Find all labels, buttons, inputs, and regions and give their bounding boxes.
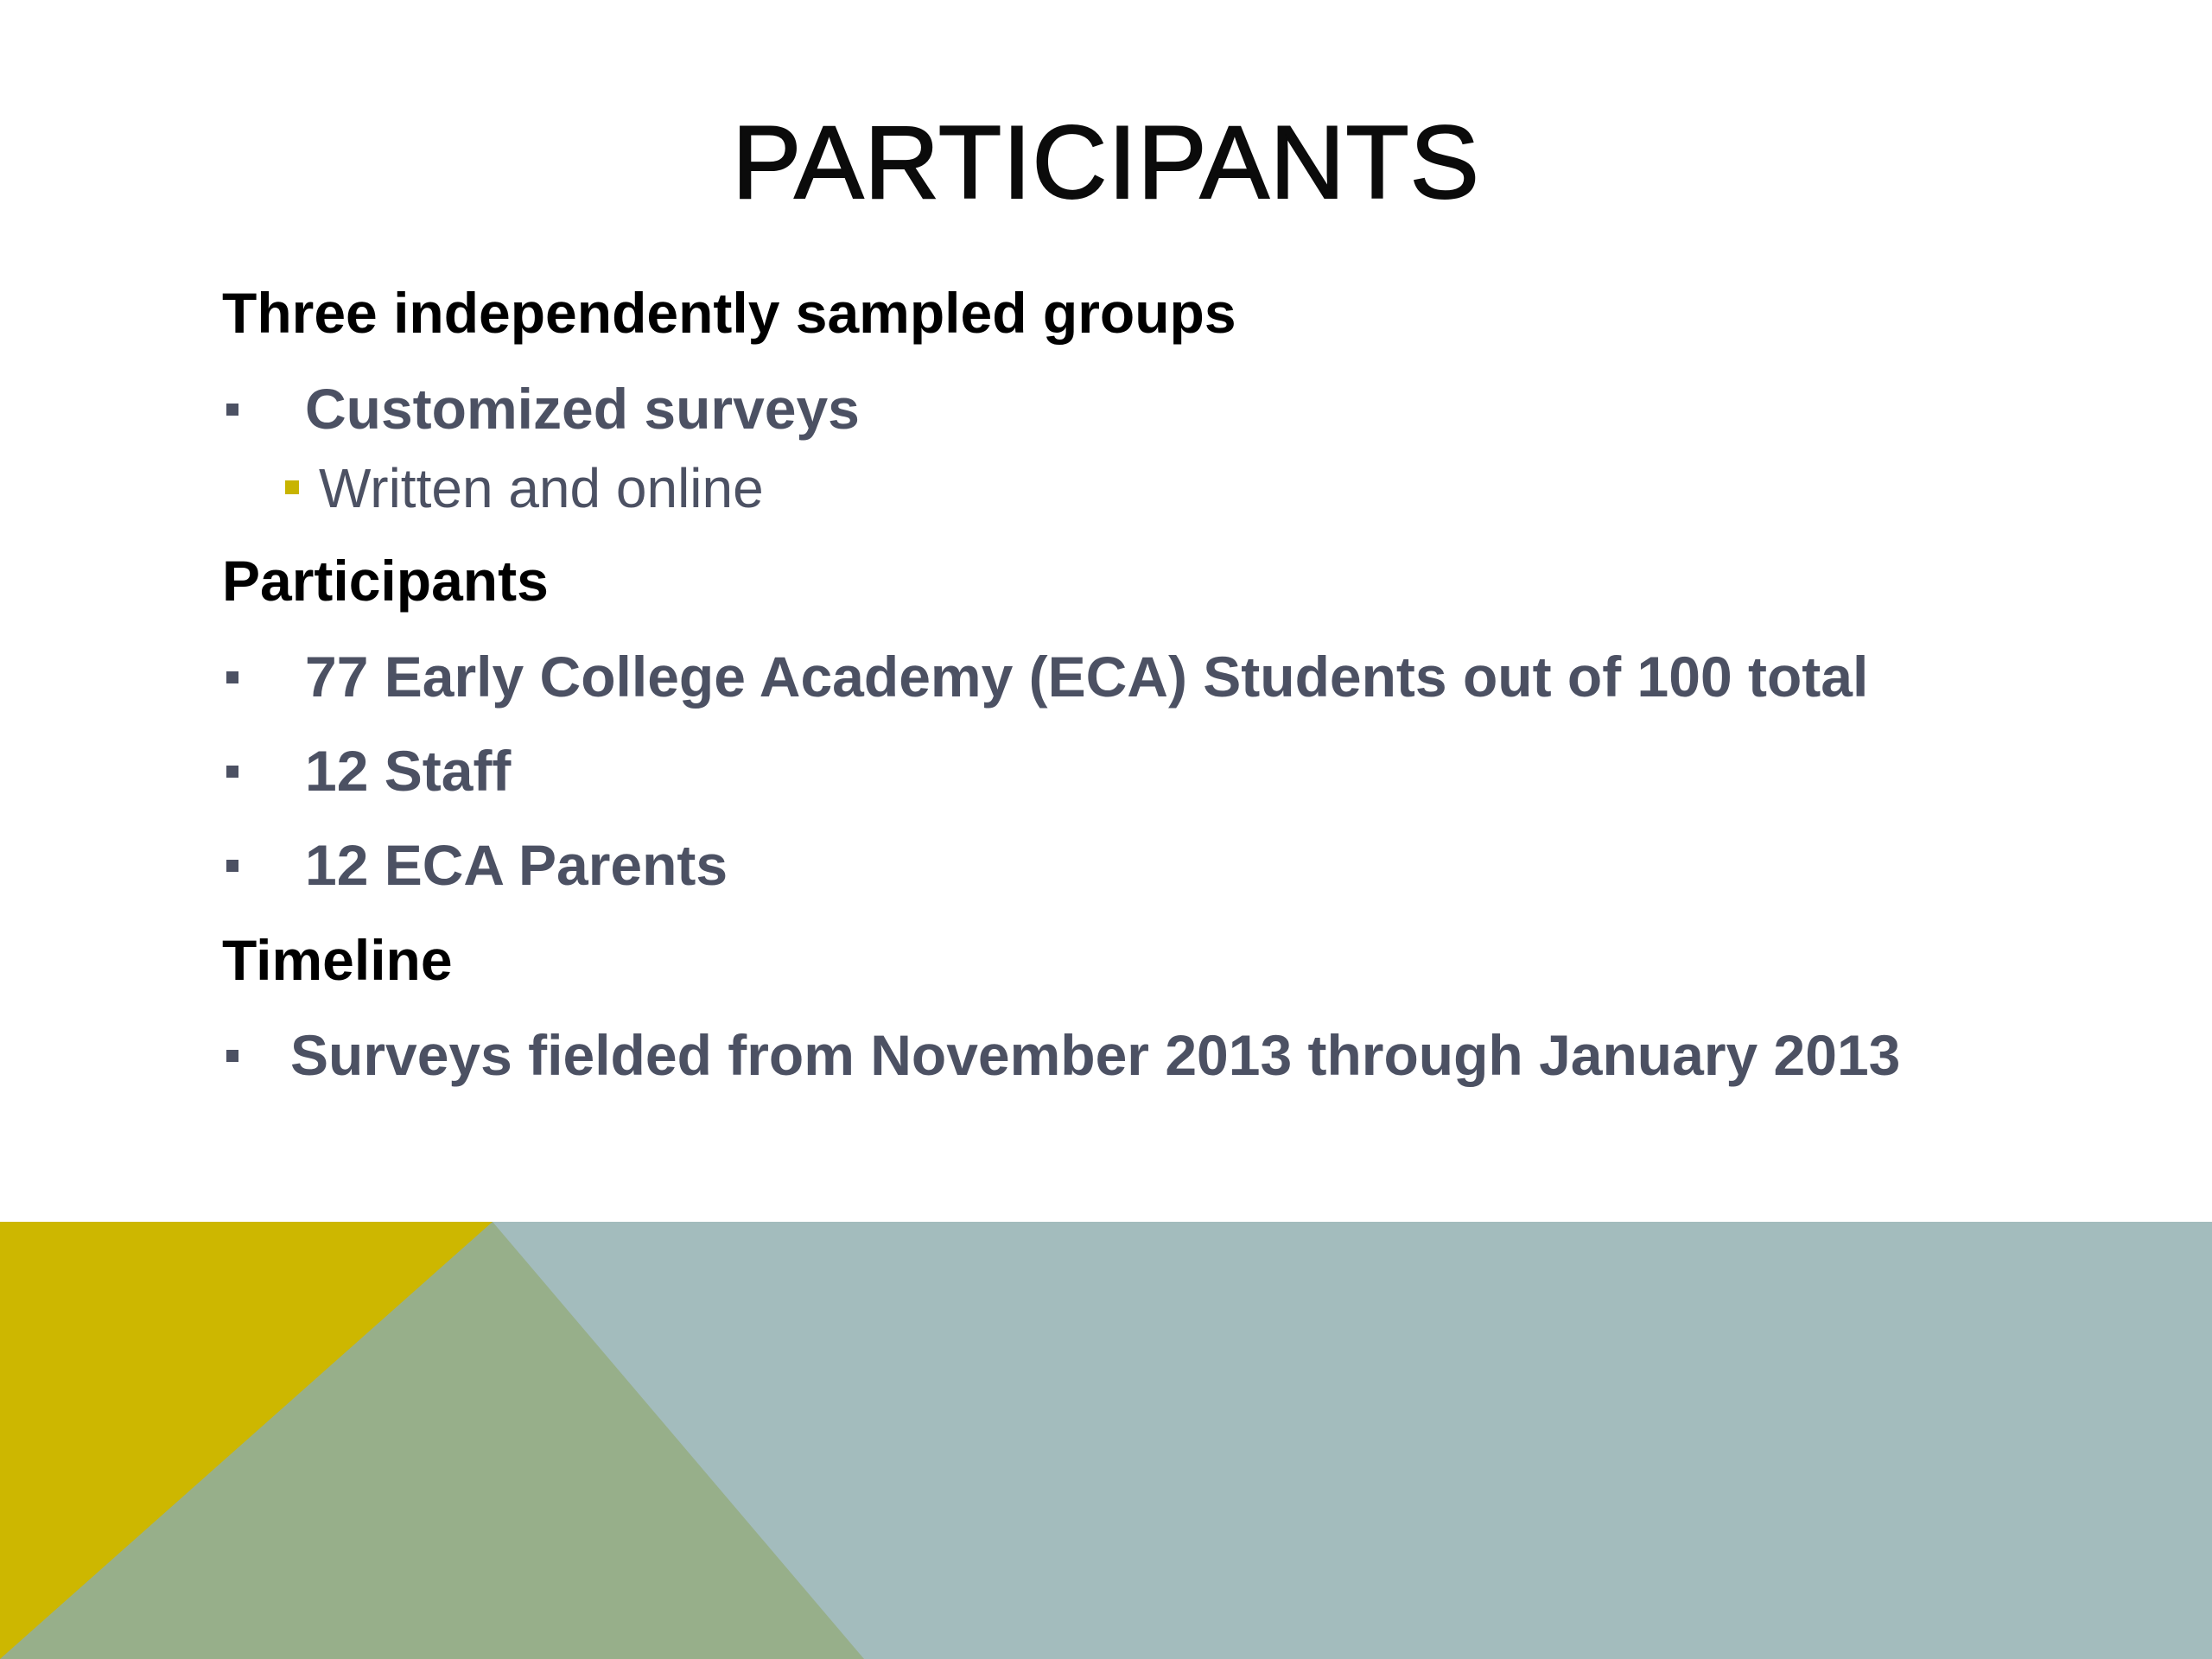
sub-bullet-square-icon [285,480,299,494]
bullet-customized-surveys: Customized surveys [305,377,860,441]
bullet-eca-students: 77 Early College Academy (ECA) Students out of 100 total [305,645,1869,709]
bullet-surveys-fielded: Surveys fielded from November 2013 through January 2013 [290,1023,1901,1087]
slide-title: PARTICIPANTS [732,105,1480,220]
bullet-staff: 12 Staff [305,739,512,803]
bullet-square-icon [226,860,238,872]
bullet-square-icon [226,671,238,683]
bullet-square-icon [226,404,238,416]
bullet-square-icon [226,1050,238,1062]
section-heading-groups: Three independently sampled groups [222,281,1236,345]
section-heading-participants: Participants [222,549,549,613]
bullet-eca-parents: 12 ECA Parents [305,833,728,897]
section-heading-timeline: Timeline [222,928,453,992]
bullet-square-icon [226,766,238,778]
footer-decoration [0,1222,2212,1659]
sub-bullet-written-online: Written and online [319,457,764,519]
